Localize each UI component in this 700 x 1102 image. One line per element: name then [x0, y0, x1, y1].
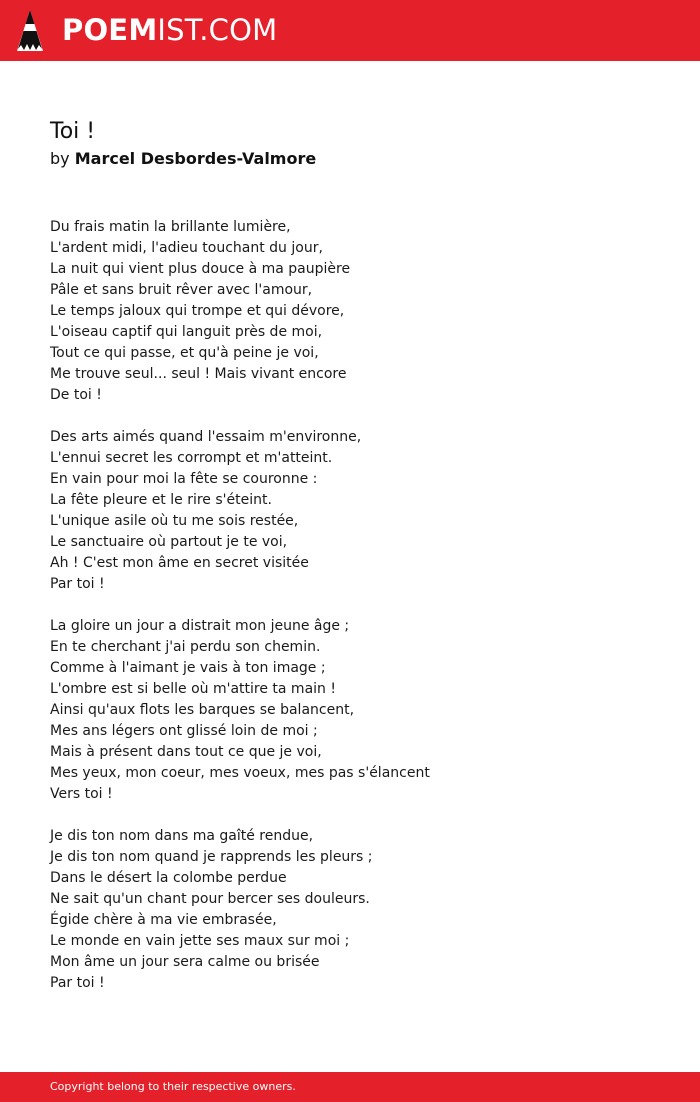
poem-line: Comme à l'aimant je vais à ton image ;: [50, 660, 326, 676]
poem-line: Égide chère à ma vie embrasée,: [50, 912, 277, 928]
poem-title: Toi !: [50, 119, 96, 144]
poem-body: [50, 217, 670, 1015]
poem-line: L'ennui secret les corrompt et m'atteint.: [50, 450, 333, 466]
site-header: [0, 0, 700, 61]
poem-line: La gloire un jour a distrait mon jeune âge ;: [50, 618, 350, 634]
poem-line: Le monde en vain jette ses maux sur moi ;: [50, 933, 350, 949]
poem-line: Mes ans légers ont glissé loin de moi ;: [50, 723, 318, 739]
poem-line: Je dis ton nom quand je rapprends les pleurs ;: [50, 849, 373, 865]
poem-line: De toi !: [50, 387, 102, 403]
author-name: Marcel Desbordes-Valmore: [74, 149, 317, 168]
poem-line: Ne sait qu'un chant pour bercer ses douleurs.: [50, 891, 370, 907]
poem-stanza: [50, 826, 670, 994]
poem-line: Dans le désert la colombe perdue: [50, 870, 287, 886]
poem-stanza: [50, 427, 670, 595]
poem-line: Le temps jaloux qui trompe et qui dévore,: [50, 303, 345, 319]
poem-line: Par toi !: [50, 975, 105, 991]
poem-line: L'ombre est si belle où m'attire ta main !: [50, 681, 336, 697]
poem-stanza: [50, 217, 670, 406]
by-prefix: by: [50, 149, 70, 168]
site-footer: [0, 1072, 700, 1102]
brand-bold-text: POEM: [62, 13, 158, 47]
poem-line: Ainsi qu'aux flots les barques se balancent,: [50, 702, 355, 718]
poem-line: Tout ce qui passe, et qu'à peine je voi,: [50, 345, 319, 361]
poem-line: Je dis ton nom dans ma gaîté rendue,: [50, 828, 314, 844]
poem-line: Le sanctuaire où partout je te voi,: [50, 534, 288, 550]
site-logo[interactable]: [62, 12, 277, 48]
poem-line: Mon âme un jour sera calme ou brisée: [50, 954, 320, 970]
poem-line: Mais à présent dans tout ce que je voi,: [50, 744, 322, 760]
poem-line: La nuit qui vient plus douce à ma paupière: [50, 261, 351, 277]
poem-line: La fête pleure et le rire s'éteint.: [50, 492, 272, 508]
poem-line: Mes yeux, mon coeur, mes voeux, mes pas s'élancent: [50, 765, 430, 781]
poem-line: En te cherchant j'ai perdu son chemin.: [50, 639, 321, 655]
copyright-text: Copyright belong to their respective owners.: [50, 1080, 296, 1093]
poem-line: L'oiseau captif qui languit près de moi,: [50, 324, 323, 340]
poem-line: Vers toi !: [50, 786, 113, 802]
poem-line: Pâle et sans bruit rêver avec l'amour,: [50, 282, 313, 298]
poem-line: Ah ! C'est mon âme en secret visitée: [50, 555, 309, 571]
poem-line: Par toi !: [50, 576, 105, 592]
poem-line: L'ardent midi, l'adieu touchant du jour,: [50, 240, 323, 256]
poem-stanza: [50, 616, 670, 805]
pencil-logo-icon[interactable]: [16, 9, 44, 52]
poem-line: Du frais matin la brillante lumière,: [50, 219, 291, 235]
poem-line: En vain pour moi la fête se couronne :: [50, 471, 318, 487]
poem-line: L'unique asile où tu me sois restée,: [50, 513, 299, 529]
poem-line: Me trouve seul... seul ! Mais vivant encore: [50, 366, 347, 382]
poem-line: Des arts aimés quand l'essaim m'environne,: [50, 429, 362, 445]
byline: [50, 148, 316, 170]
brand-light-text: IST.COM: [157, 13, 278, 47]
